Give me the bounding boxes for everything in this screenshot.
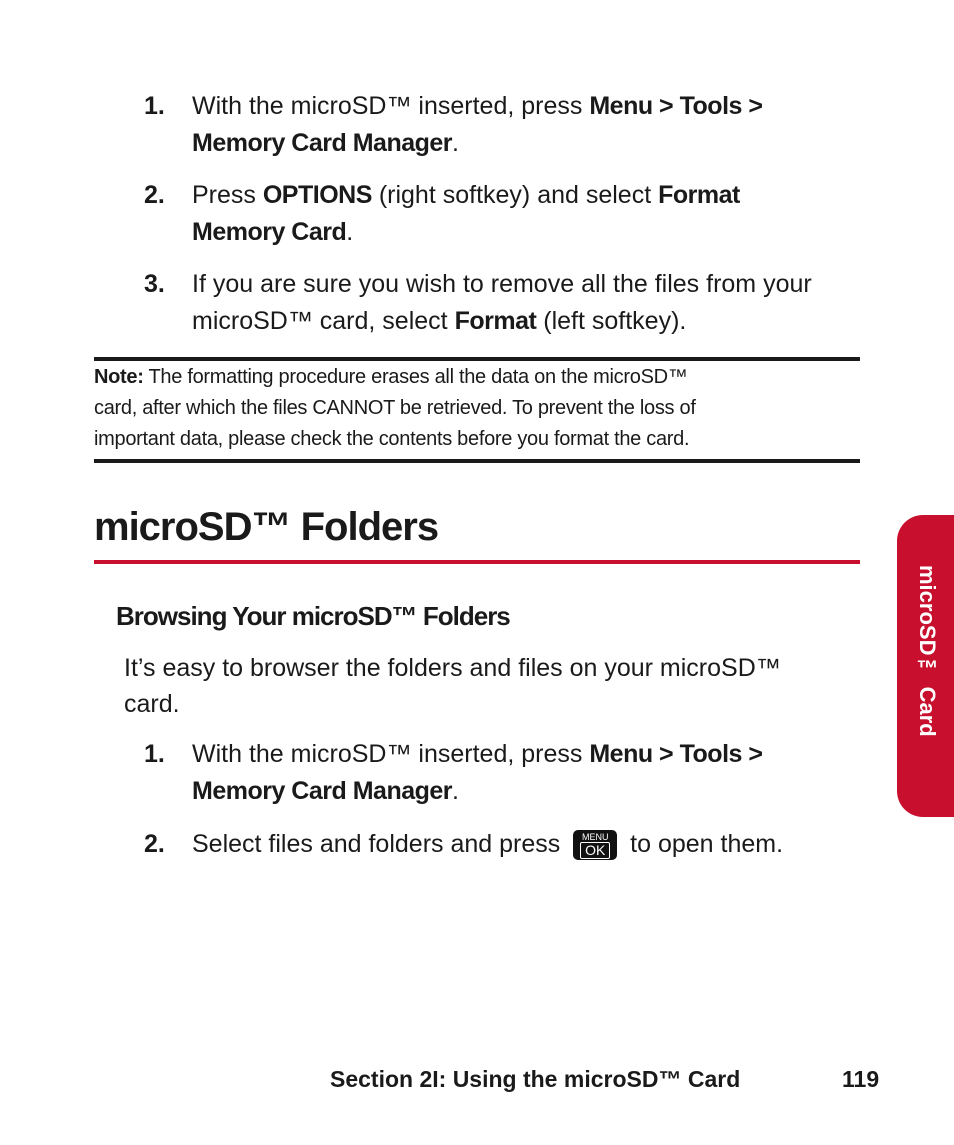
step-text: If you are sure you wish to remove all the files from your microSD™ card, select Format (left softkey). xyxy=(192,270,812,335)
step-number: 3. xyxy=(144,270,165,298)
footer-section-title: Section 2I: Using the microSD™ Card xyxy=(330,1066,741,1092)
menu-path: Menu > Tools > xyxy=(589,740,763,768)
note-box: Note: The formatting procedure erases all the data on the microSD™ card, after which the files CANNOT be retrieved. To prevent the loss of important data, please check the contents before you format the card. xyxy=(94,366,696,450)
subheading: Browsing Your microSD™ Folders xyxy=(116,601,510,631)
section-heading: microSD™ Folders xyxy=(94,505,439,549)
note-label: Note: xyxy=(94,366,144,388)
step-text: With the microSD™ inserted, press Menu > Tools > Memory Card Manager. xyxy=(192,92,763,157)
step-number: 2. xyxy=(144,830,165,858)
intro-paragraph: It’s easy to browser the folders and files on your microSD™ card. xyxy=(124,654,781,718)
step-text: With the microSD™ inserted, press Menu > Tools > Memory Card Manager. xyxy=(192,740,763,805)
heading-rule xyxy=(94,560,860,564)
menu-option: Format xyxy=(658,181,740,209)
step-text: Select files and folders and press MENU OK to open them. xyxy=(192,830,784,859)
menu-path: Menu > Tools > xyxy=(589,92,763,120)
menu-ok-key-icon: MENU OK xyxy=(573,830,617,860)
softkey-label: OPTIONS xyxy=(262,181,372,209)
step-number: 1. xyxy=(144,92,165,120)
page-number: 119 xyxy=(842,1066,880,1092)
menu-path: Memory Card Manager xyxy=(192,129,453,157)
note-top-rule xyxy=(94,357,860,361)
note-bottom-rule xyxy=(94,459,860,463)
step-number: 1. xyxy=(144,740,165,768)
step-text: Press OPTIONS (right softkey) and select Format Memory Card. xyxy=(192,181,740,246)
menu-option: Memory Card xyxy=(192,218,347,246)
step-number: 2. xyxy=(144,181,165,209)
side-chapter-tab xyxy=(897,515,954,817)
menu-path: Memory Card Manager xyxy=(192,777,453,805)
softkey-label: Format xyxy=(454,307,537,335)
side-tab-label: microSD™ Card xyxy=(915,565,940,737)
